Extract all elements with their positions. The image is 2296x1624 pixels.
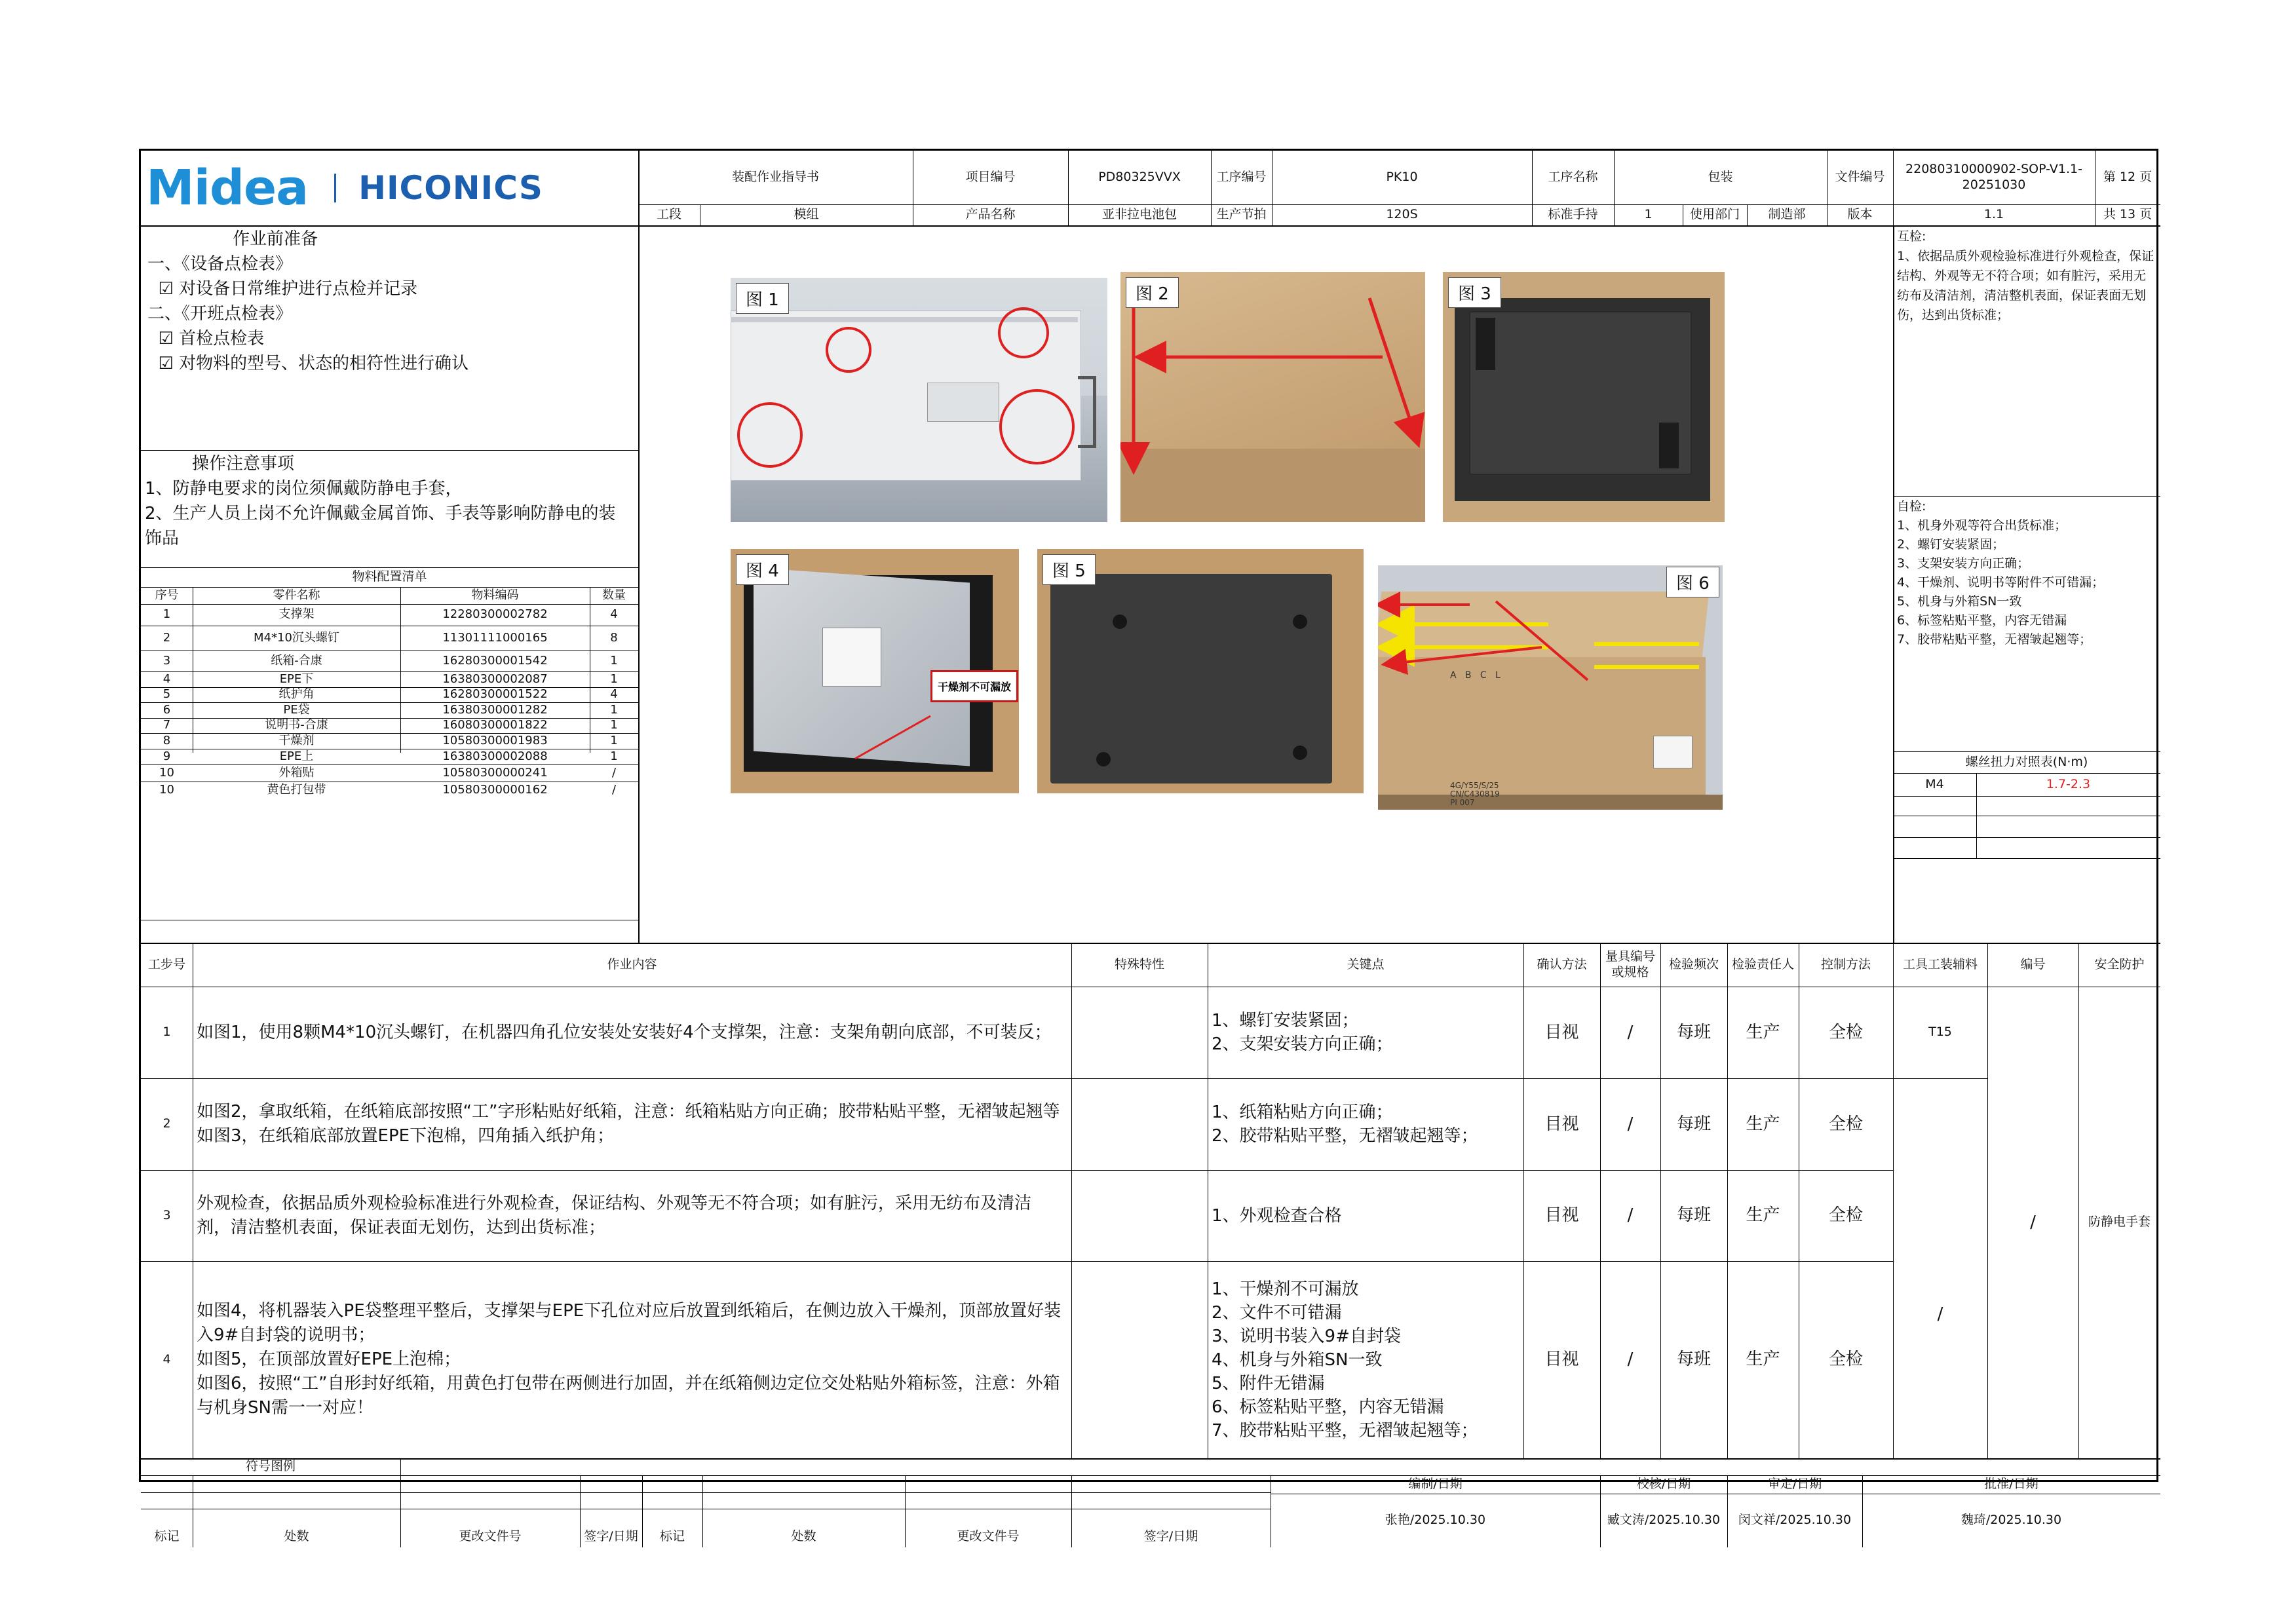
torque-title: 螺丝扭力对照表(N·m) <box>1965 754 2088 769</box>
compile-value: 张艳/2025.10.30 <box>1385 1513 1486 1528</box>
mutual-check-section <box>1893 225 2160 496</box>
materials-cell: 5 <box>163 687 171 702</box>
step-content: 外观检查，依据品质外观检验标准进行外观检查，保证结构、外观等无不符合项；如有脏污，采用无纺布及清洁剂，清洁整机表面，保证表面无划伤，达到出货标准； <box>197 1193 1032 1237</box>
materials-header-3: 数量 <box>602 588 626 602</box>
process-no: PK10 <box>1386 170 1418 185</box>
figure-5-photo <box>1037 549 1364 793</box>
step-no: 1 <box>163 1025 171 1040</box>
materials-cell: 6 <box>163 702 171 717</box>
step-freq: 每班 <box>1676 1114 1711 1134</box>
step-confirm: 目视 <box>1544 1205 1579 1226</box>
figure-2-label: 图 2 <box>1126 277 1179 308</box>
figure-3-label: 图 3 <box>1448 277 1501 308</box>
notes-line-2: 2、生产人员上岗不允许佩戴金属首饰、手表等影响防静电的装 <box>145 504 616 523</box>
figure-6-tape-marks <box>1378 565 1723 810</box>
self-check-line-3: 3、支架安装方向正确； <box>1897 556 2030 571</box>
step-key-points: 1、干燥剂不可漏放 2、文件不可错漏 3、说明书装入9#自封袋 4、机身与外箱SN一致 5、附件无错漏 6、标签粘贴平整，内容无错漏 7、胶带粘贴平整，无褶皱起翘等； <box>1212 1279 1478 1441</box>
midea-logo: Midea <box>146 160 309 216</box>
version: 1.1 <box>1983 207 2004 222</box>
materials-cell: 4 <box>610 607 618 622</box>
hiconics-logo: HICONICS <box>358 169 543 207</box>
col-step-no: 工步号 <box>147 956 185 972</box>
materials-cell: 1 <box>610 749 618 763</box>
version-label: 版本 <box>1847 207 1873 222</box>
materials-cell: 8 <box>163 733 171 747</box>
self-check-line-5: 5、机身与外箱SN一致 <box>1897 594 2022 609</box>
figure-1-label: 图 1 <box>736 283 789 314</box>
materials-cell: 10580300001983 <box>442 733 548 747</box>
step-key-points: 1、螺钉安装紧固； 2、支架安装方向正确； <box>1212 1011 1393 1054</box>
col-key-points: 关键点 <box>1347 956 1385 972</box>
proof-label: 校核/日期 <box>1636 1477 1691 1492</box>
materials-cell: EPE上 <box>279 749 314 763</box>
footer-sign-date-2: 签字/日期 <box>1143 1529 1198 1544</box>
self-check-title: 自检: <box>1897 499 1926 514</box>
std-staff-label: 标准手持 <box>1548 207 1598 222</box>
figure-3-photo <box>1443 272 1725 522</box>
step-control: 全检 <box>1828 1114 1863 1134</box>
figure-2-photo <box>1120 272 1425 522</box>
materials-cell: 9 <box>163 749 171 763</box>
product: 亚非拉电池包 <box>1101 207 1177 222</box>
step-freq: 每班 <box>1676 1022 1711 1042</box>
tools-merged: / <box>1937 1304 1943 1324</box>
materials-cell: 1 <box>163 607 171 622</box>
materials-cell: 16280300001522 <box>442 687 548 702</box>
torque-value: 1.7-2.3 <box>2046 776 2091 791</box>
materials-cell: 7 <box>163 718 171 732</box>
figure-6-box-label: 4G/Y55/S/25 CN/C430819 PI 007 <box>1450 781 1500 807</box>
self-check-line-2: 2、螺钉安装紧固； <box>1897 537 2005 552</box>
self-check-section <box>1893 496 2160 751</box>
col-special: 特殊特性 <box>1114 956 1164 972</box>
prep-line-2: ☑ 对设备日常维护进行点检并记录 <box>147 279 418 299</box>
figure-4-photo <box>731 549 1019 793</box>
prep-line-3: 二、《开班点检表》 <box>147 304 293 324</box>
self-check-line-6: 6、标签粘贴平整，内容无错漏 <box>1897 613 2067 628</box>
figure-6-box-letters: A B C L <box>1450 670 1501 681</box>
prep-line-1: 一、《设备点检表》 <box>147 254 293 274</box>
materials-cell: EPE下 <box>279 671 314 686</box>
page-no: 第 12 页 <box>2103 170 2152 185</box>
section-label: 工段 <box>656 207 681 222</box>
materials-header-1: 零件名称 <box>273 588 320 602</box>
materials-cell: 10 <box>159 782 174 797</box>
step-key-points: 1、纸箱粘贴方向正确； 2、胶带粘贴平整，无褶皱起翘等； <box>1212 1103 1478 1146</box>
step-key-points: 1、外观检查合格 <box>1212 1205 1342 1226</box>
materials-cell: / <box>611 782 617 797</box>
notes-line-1: 1、防静电要求的岗位须佩戴防静电手套， <box>145 479 463 499</box>
legend-label: 符号图例 <box>245 1459 296 1474</box>
col-owner: 检验责任人 <box>1731 956 1794 972</box>
step-owner: 生产 <box>1746 1205 1780 1226</box>
sop-sheet <box>139 149 2158 1544</box>
code-merged: / <box>2030 1212 2036 1232</box>
materials-cell: 黄色打包带 <box>267 782 326 797</box>
section: 模组 <box>794 207 819 222</box>
review-value: 闵文祥/2025.10.30 <box>1738 1513 1852 1528</box>
self-check-line-1: 1、机身外观等符合出货标准； <box>1897 518 2067 533</box>
col-content: 作业内容 <box>607 956 657 972</box>
step-no: 3 <box>163 1207 171 1222</box>
materials-cell: 10 <box>159 765 174 780</box>
materials-cell: 16280300001542 <box>442 653 548 668</box>
step-content: 如图4，将机器装入PE袋整理平整后，支撑架与EPE下孔位对应后放置到纸箱后，在侧边放入干燥剂，顶部放置好装入9#自封袋的说明书； 如图5，在顶部放置好EPE上泡棉； 如图6，按照“工”自形封好纸箱，用黄色打包带在两侧进行加固，并在纸箱侧边定位交处粘贴外箱标签，注意：外箱与机身SN需一一对应！ <box>197 1301 1062 1418</box>
materials-cell: 纸箱-合康 <box>271 653 322 668</box>
std-staff: 1 <box>1644 207 1653 222</box>
step-control: 全检 <box>1828 1205 1863 1226</box>
product-label: 产品名称 <box>965 207 1016 222</box>
materials-cell: 4 <box>163 671 171 686</box>
approve-value: 魏琦/2025.10.30 <box>1961 1513 2062 1528</box>
materials-cell: 1 <box>610 702 618 717</box>
col-safety: 安全防护 <box>2094 956 2145 972</box>
mutual-check-title: 互检: <box>1897 229 1926 244</box>
footer-place-2: 处数 <box>791 1529 816 1544</box>
footer-mark-2: 标记 <box>659 1529 685 1544</box>
materials-cell: 1 <box>610 718 618 732</box>
materials-cell: 1 <box>610 653 618 668</box>
materials-cell: PE袋 <box>283 702 310 717</box>
materials-cell: 干燥剂 <box>278 733 315 747</box>
step-owner: 生产 <box>1746 1350 1780 1370</box>
mutual-check-text: 1、依据品质外观检验标准进行外观检查，保证结构、外观等无不符合项；如有脏污，采用无纺布及清洁剂，清洁整机表面，保证表面无划伤，达到出货标准； <box>1897 249 2154 322</box>
materials-cell: 16080300001822 <box>442 718 548 732</box>
file-no: 22080310000902-SOP-V1.1-20251030 <box>1905 162 2082 192</box>
proof-value: 臧文涛/2025.10.30 <box>1607 1513 1721 1528</box>
figure-4-label: 图 4 <box>736 554 789 585</box>
col-freq: 检验频次 <box>1668 956 1719 972</box>
materials-cell: 2 <box>163 630 171 645</box>
step-gauge: / <box>1627 1022 1634 1042</box>
footer-mark: 标记 <box>154 1529 180 1544</box>
materials-cell: 说明书-合康 <box>265 718 328 732</box>
step-no: 4 <box>163 1351 171 1367</box>
safety-merged: 防静电手套 <box>2088 1215 2151 1230</box>
page-total: 共 13 页 <box>2103 207 2152 222</box>
takt-label: 生产节拍 <box>1216 207 1267 222</box>
figure-5-label: 图 5 <box>1043 554 1096 585</box>
materials-header-2: 物料编码 <box>471 588 519 602</box>
materials-cell: 11301111000165 <box>442 630 548 645</box>
step-confirm: 目视 <box>1544 1350 1579 1370</box>
col-tools: 工具工装辅料 <box>1902 956 1978 972</box>
prep-title: 作业前准备 <box>233 229 318 249</box>
materials-cell: 纸护角 <box>278 687 315 702</box>
dept: 制造部 <box>1768 207 1806 222</box>
materials-cell: 外箱贴 <box>278 765 315 780</box>
step-control: 全检 <box>1828 1022 1863 1042</box>
self-check-line-7: 7、胶带粘贴平整，无褶皱起翘等； <box>1897 632 2092 647</box>
step-gauge: / <box>1627 1350 1634 1370</box>
col-code: 编号 <box>2020 956 2046 972</box>
materials-cell: 10580300000162 <box>442 782 548 797</box>
figure-4-arrow <box>731 549 1019 793</box>
materials-cell: 10580300000241 <box>442 765 548 780</box>
logo-area <box>141 151 638 225</box>
doc-type: 装配作业指导书 <box>731 170 819 185</box>
materials-cell: / <box>611 765 617 780</box>
step-confirm: 目视 <box>1544 1114 1579 1134</box>
step-owner: 生产 <box>1746 1114 1780 1134</box>
figure-4-callout: 干燥剂不可漏放 <box>930 670 1018 702</box>
materials-title: 物料配置清单 <box>352 569 427 584</box>
footer-change-doc-2: 更改文件号 <box>957 1529 1020 1544</box>
step-tool: T15 <box>1928 1025 1952 1040</box>
notes-line-3: 饰品 <box>145 529 180 548</box>
step-gauge: / <box>1627 1114 1634 1134</box>
compile-label: 编制/日期 <box>1408 1477 1463 1492</box>
prep-section <box>141 225 638 450</box>
materials-cell: 4 <box>610 687 618 702</box>
footer-sign-date: 签字/日期 <box>584 1529 638 1544</box>
self-check-line-4: 4、干燥剂、说明书等附件不可错漏； <box>1897 575 2105 590</box>
step-no: 2 <box>163 1116 171 1131</box>
col-gauge: 量具编号或规格 <box>1605 949 1655 979</box>
step-gauge: / <box>1627 1205 1634 1226</box>
col-confirm: 确认方法 <box>1537 956 1587 972</box>
notes-section <box>141 450 638 567</box>
file-no-label: 文件编号 <box>1835 170 1885 185</box>
figure-2-arrows <box>1120 272 1425 522</box>
step-freq: 每班 <box>1676 1205 1711 1226</box>
col-control: 控制方法 <box>1820 956 1871 972</box>
prep-line-5: ☑ 对物料的型号、状态的相符性进行确认 <box>147 354 469 373</box>
project-no-label: 项目编号 <box>965 170 1016 185</box>
figure-1-photo <box>731 278 1107 522</box>
figure-6-photo <box>1378 565 1723 810</box>
approve-label: 批准/日期 <box>1984 1477 2038 1492</box>
step-content: 如图1，使用8颗M4*10沉头螺钉，在机器四角孔位安装处安装好4个支撑架，注意：支架角朝向底部，不可装反； <box>197 1022 1052 1042</box>
process-name-label: 工序名称 <box>1548 170 1598 185</box>
materials-cell: 16380300002087 <box>442 671 548 686</box>
step-confirm: 目视 <box>1544 1022 1579 1042</box>
materials-cell: 支撑架 <box>278 607 315 622</box>
footer-change-doc: 更改文件号 <box>459 1529 522 1544</box>
step-content: 如图2，拿取纸箱，在纸箱底部按照“工”字形粘贴好纸箱，注意：纸箱粘贴方向正确；胶带粘贴平整，无褶皱起翘等 如图3，在纸箱底部放置EPE下泡棉，四角插入纸护角； <box>197 1102 1060 1146</box>
notes-title: 操作注意事项 <box>192 454 295 474</box>
materials-cell: 1 <box>610 671 618 686</box>
materials-header-0: 序号 <box>155 588 179 602</box>
logo-divider <box>334 174 336 202</box>
materials-cell: 16380300001282 <box>442 702 548 717</box>
materials-cell: M4*10沉头螺钉 <box>254 630 339 645</box>
materials-cell: 12280300002782 <box>442 607 548 622</box>
dept-label: 使用部门 <box>1689 207 1740 222</box>
footer-place: 处数 <box>284 1529 309 1544</box>
materials-cell: 8 <box>610 630 618 645</box>
process-name: 包装 <box>1708 170 1733 185</box>
materials-cell: 16380300002088 <box>442 749 548 763</box>
takt: 120S <box>1386 207 1418 222</box>
prep-line-4: ☑ 首检点检表 <box>147 329 265 349</box>
figure-6-label: 图 6 <box>1666 567 1719 597</box>
step-owner: 生产 <box>1746 1022 1780 1042</box>
step-control: 全检 <box>1828 1350 1863 1370</box>
review-label: 审定/日期 <box>1767 1477 1822 1492</box>
materials-cell: 3 <box>163 653 171 668</box>
project-no: PD80325VVX <box>1098 170 1181 185</box>
torque-spec: M4 <box>1925 776 1944 791</box>
process-no-label: 工序编号 <box>1216 170 1267 185</box>
materials-cell: 1 <box>610 733 618 747</box>
step-freq: 每班 <box>1676 1350 1711 1370</box>
